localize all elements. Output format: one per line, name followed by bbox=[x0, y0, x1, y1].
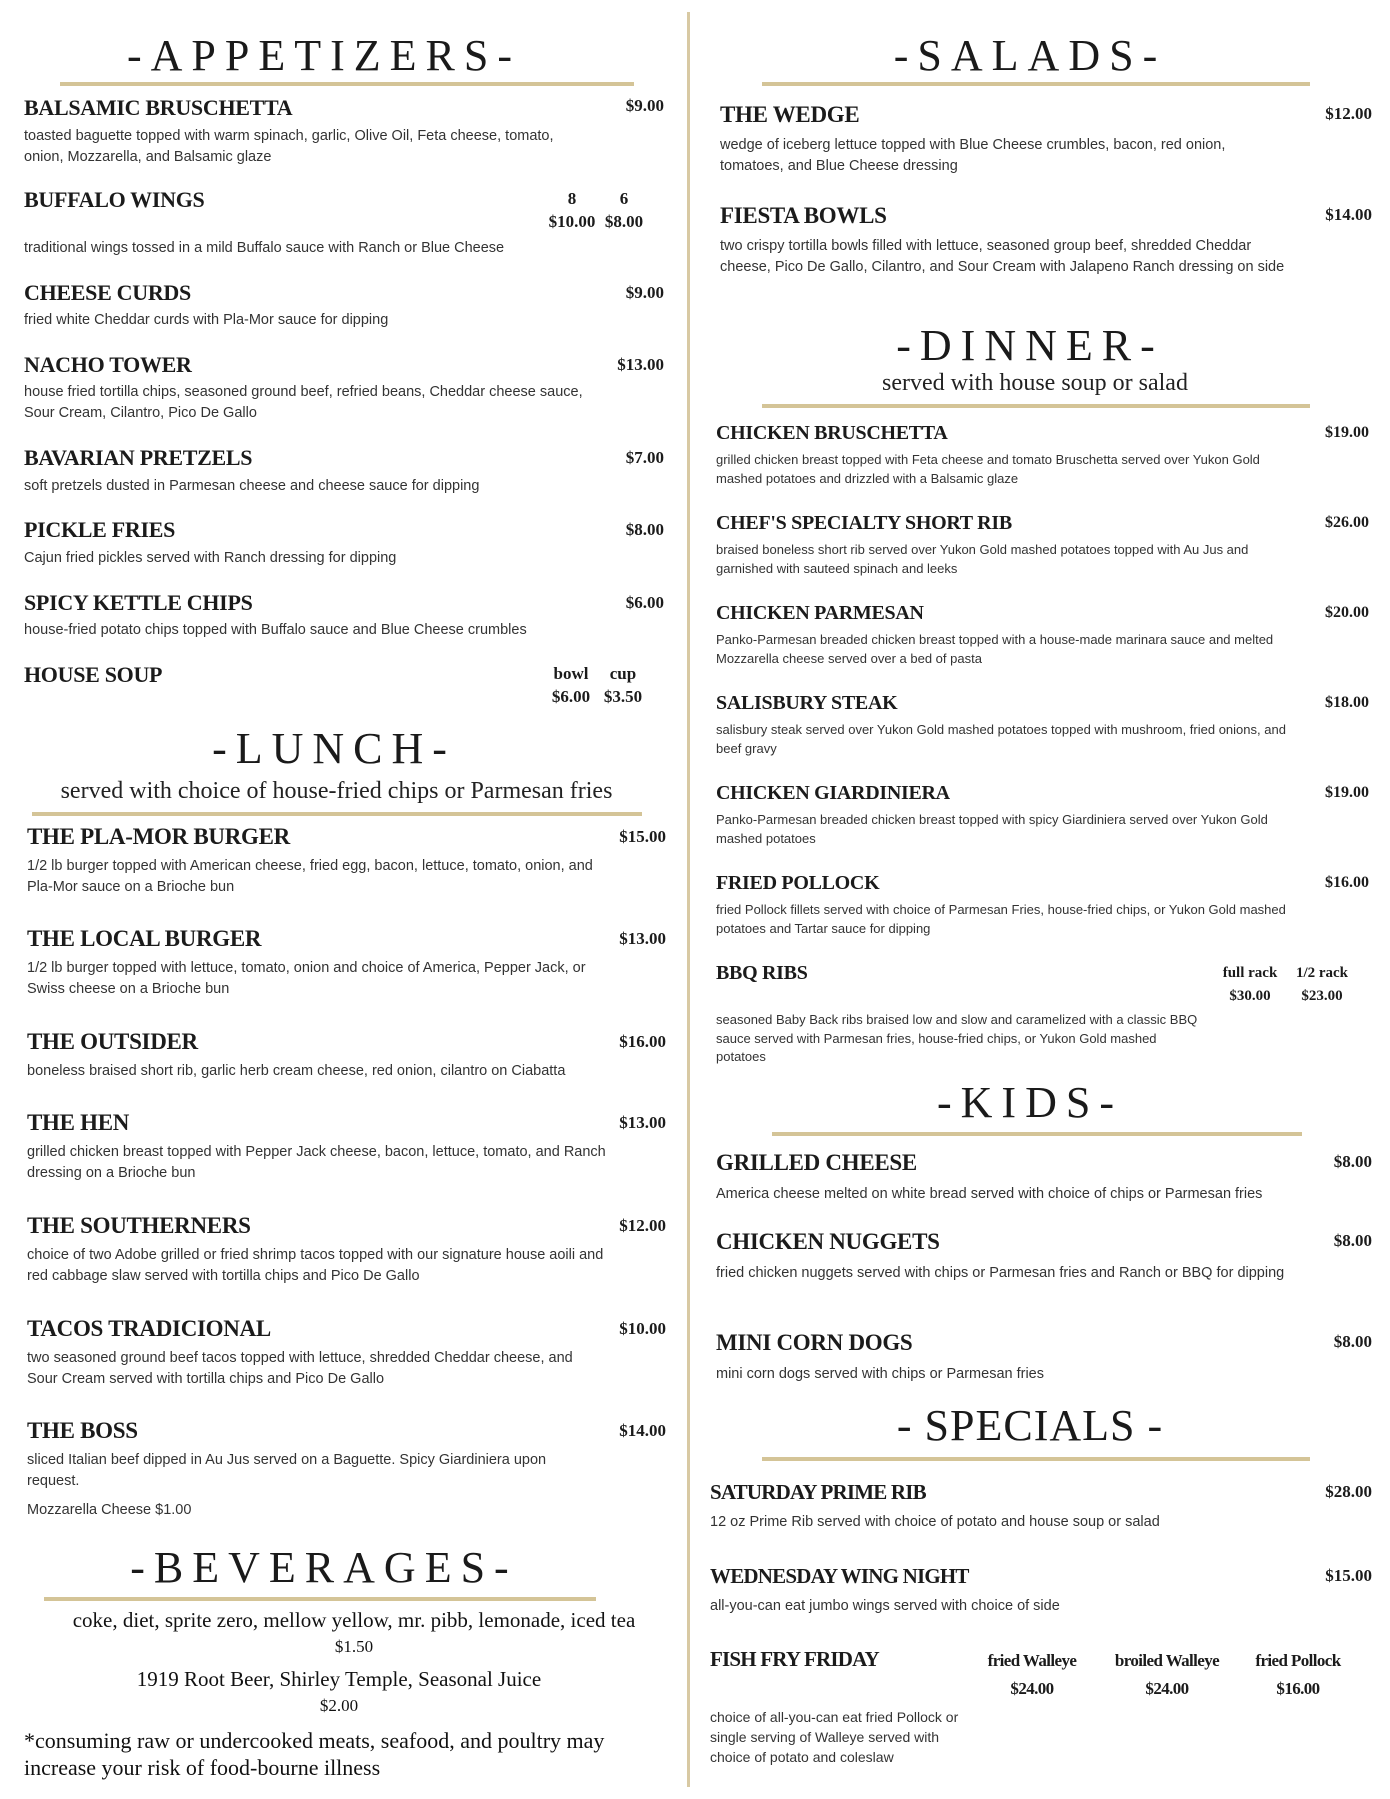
item-price: $13.00 bbox=[617, 355, 664, 374]
salads-rule bbox=[762, 82, 1310, 86]
item-desc: choice of two Adobe grilled or fried shrimp tacos topped with our signature house aoili and red cabbage slaw served with tortilla chips and Pico De Gallo bbox=[27, 1247, 604, 1284]
lunch-title: -LUNCH- bbox=[212, 724, 456, 773]
option-label: cup bbox=[609, 664, 637, 683]
item-name: SATURDAY PRIME RIB bbox=[710, 1480, 926, 1504]
item-price: $9.00 bbox=[625, 283, 664, 302]
option-value: $24.00 bbox=[1145, 1679, 1189, 1698]
appetizers-rule bbox=[60, 82, 634, 86]
item-name: BAVARIAN PRETZELS bbox=[24, 445, 253, 470]
option-value: $16.00 bbox=[1276, 1679, 1320, 1698]
item-name: GRILLED CHEESE bbox=[716, 1150, 917, 1175]
option-value: $23.00 bbox=[1301, 988, 1343, 1004]
specials-title: - SPECIALS - bbox=[896, 1401, 1164, 1450]
item-desc: grilled chicken breast topped with Feta cheese and tomato Bruschetta served over Yukon Gold mashed potatoes and drizzled with a Balsamic glaze bbox=[716, 452, 1260, 486]
item-name: FRIED POLLOCK bbox=[716, 872, 880, 894]
item-name: THE PLA-MOR BURGER bbox=[27, 824, 290, 849]
item-name: SPICY KETTLE CHIPS bbox=[24, 590, 253, 615]
item-desc: 1/2 lb burger topped with lettuce, tomato, onion and choice of America, Pepper Jack, or Swiss cheese on a Brioche bun bbox=[27, 960, 586, 997]
item-price: $16.00 bbox=[619, 1032, 666, 1051]
item-name: CHICKEN BRUSCHETTA bbox=[716, 422, 948, 444]
item-name: TACOS TRADICIONAL bbox=[27, 1316, 271, 1341]
item-name: CHICKEN NUGGETS bbox=[716, 1229, 940, 1254]
item-desc: house fried tortilla chips, seasoned ground beef, refried beans, Cheddar cheese sauce, Sour Cream, Cilantro, Pico De Gallo bbox=[24, 384, 583, 421]
item-price: $14.00 bbox=[1325, 205, 1372, 224]
option-value: $6.00 bbox=[551, 687, 591, 706]
lunch-subtitle: served with choice of house-fried chips or Parmesan fries bbox=[60, 778, 613, 804]
item-desc: salisbury steak served over Yukon Gold mashed potatoes topped with mushroom, fried onions, and beef gravy bbox=[716, 722, 1286, 756]
item-name: FIESTA BOWLS bbox=[720, 203, 887, 228]
item-name: CHEF'S SPECIALTY SHORT RIB bbox=[716, 512, 1012, 534]
item-name: WEDNESDAY WING NIGHT bbox=[710, 1564, 969, 1588]
dinner-rule bbox=[762, 404, 1310, 408]
item-price: $19.00 bbox=[1325, 784, 1369, 801]
item-name: THE SOUTHERNERS bbox=[27, 1213, 251, 1238]
item-name: FISH FRY FRIDAY bbox=[710, 1647, 879, 1671]
item-price: $8.00 bbox=[1333, 1152, 1372, 1171]
option-price bbox=[1210, 962, 1290, 1008]
item-price: $18.00 bbox=[1325, 694, 1369, 711]
item-desc: boneless braised short rib, garlic herb cream cheese, red onion, cilantro on Ciabatta bbox=[27, 1063, 566, 1079]
item-price: $8.00 bbox=[1333, 1231, 1372, 1250]
salads-title: -SALADS- bbox=[893, 31, 1167, 80]
item-name: THE WEDGE bbox=[720, 102, 860, 127]
option-value: $8.00 bbox=[604, 212, 644, 231]
item-desc: traditional wings tossed in a mild Buffalo sauce with Ranch or Blue Cheese bbox=[24, 240, 505, 256]
option-price bbox=[1102, 1647, 1232, 1703]
beverage-price: $1.50 bbox=[334, 1637, 374, 1656]
item-price: $15.00 bbox=[1325, 1566, 1372, 1585]
column-divider bbox=[687, 12, 690, 1787]
item-name: MINI CORN DOGS bbox=[716, 1330, 913, 1355]
kids-rule bbox=[772, 1132, 1302, 1136]
option-value: $3.50 bbox=[603, 687, 643, 706]
beverage-line: 1919 Root Beer, Shirley Temple, Seasonal Juice bbox=[136, 1667, 542, 1691]
item-name: BALSAMIC BRUSCHETTA bbox=[24, 95, 293, 120]
item-price: $12.00 bbox=[619, 1216, 666, 1235]
item-desc: all-you-can eat jumbo wings served with choice of side bbox=[710, 1598, 1060, 1614]
item-desc: Cajun fried pickles served with Ranch dressing for dipping bbox=[24, 550, 397, 566]
beverages-title: -BEVERAGES- bbox=[130, 1543, 518, 1592]
item-desc: two seasoned ground beef tacos topped with lettuce, shredded Cheddar cheese, and Sour Cream served with tortilla chips and Pico De Gallo bbox=[27, 1350, 573, 1387]
item-desc: fried chicken nuggets served with chips or Parmesan fries and Ranch or BBQ for dipping bbox=[716, 1265, 1285, 1281]
item-desc: Panko-Parmesan breaded chicken breast topped with a house-made marinara sauce and melted Mozzarella cheese served over a bed of pasta bbox=[716, 632, 1274, 666]
item-name: SALISBURY STEAK bbox=[716, 692, 898, 714]
option-value: $30.00 bbox=[1229, 988, 1271, 1004]
lunch-rule bbox=[32, 812, 642, 816]
beverage-line: coke, diet, sprite zero, mellow yellow, mr. pibb, lemonade, iced tea bbox=[72, 1608, 636, 1632]
item-name: BUFFALO WINGS bbox=[24, 187, 205, 212]
item-desc: house-fried potato chips topped with Buffalo sauce and Blue Cheese crumbles bbox=[24, 622, 527, 638]
option-label: 1/2 rack bbox=[1295, 965, 1349, 981]
item-desc: sliced Italian beef dipped in Au Jus served on a Baguette. Spicy Giardiniera upon request. bbox=[27, 1452, 547, 1489]
item-desc: choice of all-you-can eat fried Pollock or single serving of Walleye served with choice of potato and coleslaw bbox=[710, 1709, 959, 1765]
option-price bbox=[546, 662, 596, 708]
option-label: broiled Walleye bbox=[1114, 1651, 1220, 1670]
item-price: $14.00 bbox=[619, 1421, 666, 1440]
item-price: $8.00 bbox=[1333, 1332, 1372, 1351]
item-price: $28.00 bbox=[1325, 1482, 1372, 1501]
item-name: NACHO TOWER bbox=[24, 352, 192, 377]
option-price bbox=[1242, 1647, 1354, 1703]
option-price bbox=[598, 662, 648, 708]
option-label: bowl bbox=[553, 664, 589, 683]
item-price: $13.00 bbox=[619, 929, 666, 948]
option-price bbox=[594, 187, 654, 233]
item-desc: mini corn dogs served with chips or Parmesan fries bbox=[716, 1366, 1044, 1382]
item-desc: America cheese melted on white bread served with choice of chips or Parmesan fries bbox=[716, 1186, 1263, 1202]
beverages-rule bbox=[44, 1597, 596, 1601]
item-desc: braised boneless short rib served over Yukon Gold mashed potatoes topped with Au Jus and garnished with sauteed spinach and leeks bbox=[716, 542, 1249, 576]
item-price: $15.00 bbox=[619, 827, 666, 846]
item-name: BBQ RIBS bbox=[716, 962, 808, 984]
appetizers-title: -APPETIZERS- bbox=[127, 31, 521, 80]
item-name: CHICKEN PARMESAN bbox=[716, 602, 924, 624]
option-price bbox=[1282, 962, 1362, 1008]
item-name: CHEESE CURDS bbox=[24, 280, 191, 305]
item-name: THE OUTSIDER bbox=[27, 1029, 198, 1054]
item-desc: two crispy tortilla bowls filled with lettuce, seasoned group beef, shredded Cheddar cheese, Pico De Gallo, Cilantro, and Sour Cream with Jalapeno Ranch dressing on side bbox=[720, 238, 1285, 275]
item-desc: soft pretzels dusted in Parmesan cheese and cheese sauce for dipping bbox=[24, 478, 480, 494]
item-desc: 1/2 lb burger topped with American cheese, fried egg, bacon, lettuce, tomato, onion, and Pla-Mor sauce on a Brioche bun bbox=[27, 858, 593, 895]
option-price bbox=[972, 1647, 1092, 1703]
item-desc: wedge of iceberg lettuce topped with Blue Cheese crumbles, bacon, red onion, tomatoes, and Blue Cheese dressing bbox=[720, 137, 1226, 174]
specials-rule bbox=[762, 1457, 1310, 1461]
item-desc: Panko-Parmesan breaded chicken breast topped with spicy Giardiniera served over Yukon Gold mashed potatoes bbox=[716, 812, 1268, 846]
item-desc: 12 oz Prime Rib served with choice of potato and house soup or salad bbox=[710, 1514, 1160, 1530]
option-label: 8 bbox=[567, 189, 577, 208]
item-price: $8.00 bbox=[625, 520, 664, 539]
kids-title: -KIDS- bbox=[937, 1078, 1123, 1127]
option-value: $10.00 bbox=[548, 212, 596, 231]
item-name: THE LOCAL BURGER bbox=[27, 926, 262, 951]
item-desc: grilled chicken breast topped with Pepper Jack cheese, bacon, lettuce, tomato, and Ranch dressing on a Brioche bun bbox=[27, 1144, 606, 1181]
option-label: 6 bbox=[619, 189, 629, 208]
item-name: PICKLE FRIES bbox=[24, 517, 176, 542]
item-desc: seasoned Baby Back ribs braised low and slow and caramelized with a classic BBQ sauce served with Parmesan fries, house-fried chips, or Yukon Gold mashed potatoes bbox=[716, 1012, 1198, 1064]
item-extra: Mozzarella Cheese $1.00 bbox=[27, 1502, 192, 1518]
dinner-title: -DINNER- bbox=[896, 321, 1164, 370]
item-desc: fried white Cheddar curds with Pla-Mor sauce for dipping bbox=[24, 312, 389, 328]
option-label: fried Walleye bbox=[987, 1651, 1077, 1670]
item-price: $16.00 bbox=[1325, 874, 1369, 891]
item-price: $6.00 bbox=[625, 593, 664, 612]
item-price: $13.00 bbox=[619, 1113, 666, 1132]
item-price: $9.00 bbox=[625, 96, 664, 115]
option-label: full rack bbox=[1222, 965, 1278, 981]
item-price: $7.00 bbox=[625, 448, 664, 467]
option-label: fried Pollock bbox=[1255, 1651, 1341, 1670]
item-name: HOUSE SOUP bbox=[24, 662, 163, 687]
item-desc: fried Pollock fillets served with choice of Parmesan Fries, house-fried chips, or Yukon Gold mashed potatoes and Tartar sauce for dipping bbox=[716, 902, 1286, 936]
item-price: $12.00 bbox=[1325, 104, 1372, 123]
item-price: $26.00 bbox=[1325, 514, 1369, 531]
item-name: THE BOSS bbox=[27, 1418, 138, 1443]
item-name: CHICKEN GIARDINIERA bbox=[716, 782, 950, 804]
food-safety-note: *consuming raw or undercooked meats, seafood, and poultry may increase your risk of food-bourne illness bbox=[24, 1728, 605, 1780]
item-price: $20.00 bbox=[1325, 604, 1369, 621]
item-name: THE HEN bbox=[27, 1110, 130, 1135]
dinner-subtitle: served with house soup or salad bbox=[882, 370, 1188, 396]
option-value: $24.00 bbox=[1010, 1679, 1054, 1698]
item-price: $10.00 bbox=[619, 1319, 666, 1338]
item-price: $19.00 bbox=[1325, 424, 1369, 441]
item-desc: toasted baguette topped with warm spinach, garlic, Olive Oil, Feta cheese, tomato, onion, Mozzarella, and Balsamic glaze bbox=[24, 128, 554, 165]
beverage-price: $2.00 bbox=[319, 1696, 359, 1715]
